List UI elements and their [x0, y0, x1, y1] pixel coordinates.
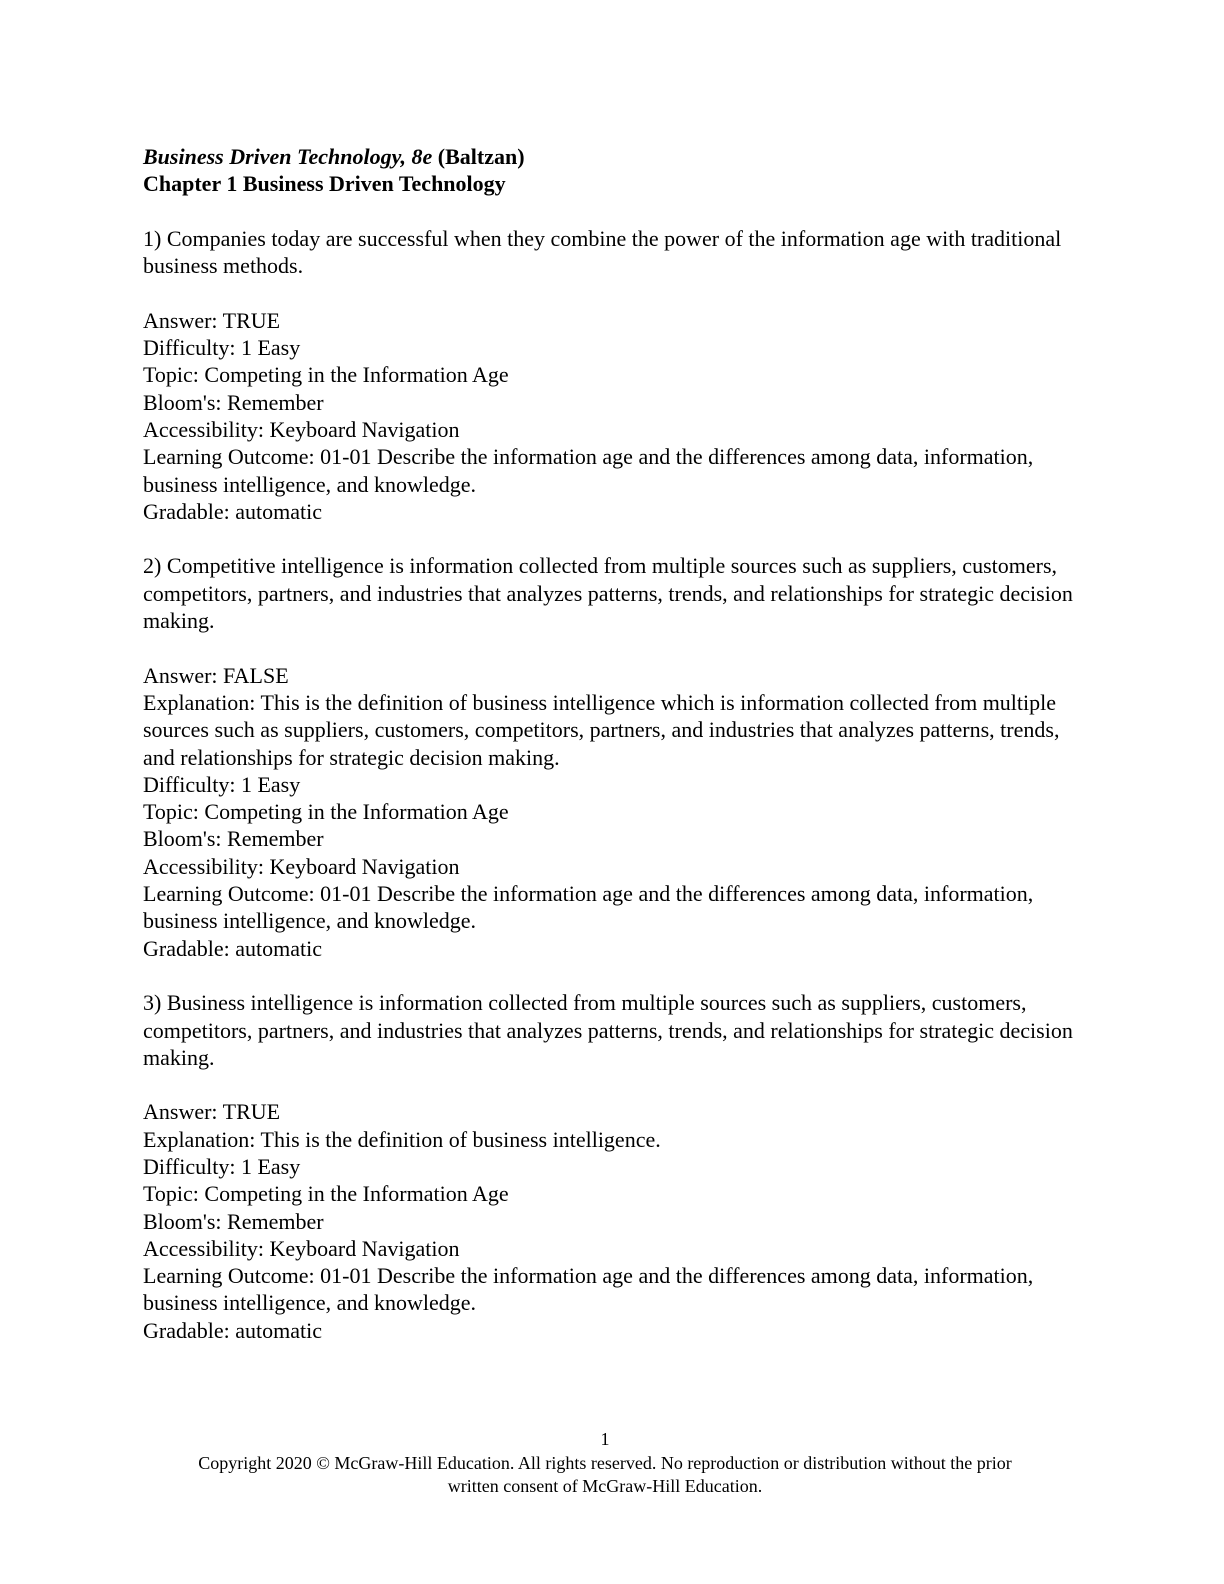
question-accessibility: Accessibility: Keyboard Navigation	[143, 853, 460, 879]
copyright-notice	[0, 1452, 1210, 1498]
question-text: 3) Business intelligence is information collected from multiple sources such as suppliers, customers, competitors, partners, and industries that analyzes patterns, trends, and relationships for strategic decision making.	[143, 990, 1073, 1070]
question-gradable: Gradable: automatic	[143, 935, 322, 961]
question-gradable: Gradable: automatic	[143, 498, 322, 524]
book-title: Business Driven Technology, 8e	[143, 144, 433, 169]
question-answer: Answer: TRUE	[143, 307, 281, 333]
document-body	[143, 143, 1083, 1344]
question-answer: Answer: FALSE	[143, 662, 289, 688]
question-block-2	[143, 552, 1083, 961]
question-blooms: Bloom's: Remember	[143, 1208, 324, 1234]
question-accessibility: Accessibility: Keyboard Navigation	[143, 1235, 460, 1261]
copyright-line-2: written consent of McGraw-Hill Education.	[447, 1476, 763, 1496]
book-title-line	[143, 143, 1083, 170]
question-difficulty: Difficulty: 1 Easy	[143, 335, 301, 361]
question-explanation: Explanation: This is the definition of business intelligence which is information collected from multiple sources such as suppliers, customers, competitors, partners, and industries that analyzes patterns, trends, and relationships for strategic decision making.	[143, 689, 1060, 770]
question-learning-outcome: Learning Outcome: 01-01 Describe the information age and the differences among data, information, business intelligence, and knowledge.	[143, 1263, 1034, 1316]
question-answer: Answer: TRUE	[143, 1099, 281, 1125]
question-difficulty: Difficulty: 1 Easy	[143, 1153, 301, 1179]
question-blooms: Bloom's: Remember	[143, 826, 324, 852]
question-topic: Topic: Competing in the Information Age	[143, 1181, 509, 1207]
question-topic: Topic: Competing in the Information Age	[143, 799, 509, 825]
question-blooms: Bloom's: Remember	[143, 389, 324, 415]
question-block-3	[143, 989, 1083, 1344]
question-explanation: Explanation: This is the definition of business intelligence.	[143, 1126, 661, 1152]
question-difficulty: Difficulty: 1 Easy	[143, 771, 301, 797]
question-text: 1) Companies today are successful when they combine the power of the information age with traditional business methods.	[143, 225, 1062, 279]
copyright-line-1: Copyright 2020 © McGraw-Hill Education. All rights reserved. No reproduction or distribution without the prior	[198, 1453, 1012, 1473]
page-number: 1	[600, 1429, 610, 1449]
question-gradable: Gradable: automatic	[143, 1317, 322, 1343]
question-topic: Topic: Competing in the Information Age	[143, 362, 509, 388]
question-accessibility: Accessibility: Keyboard Navigation	[143, 416, 460, 442]
question-block-1	[143, 225, 1083, 525]
question-learning-outcome: Learning Outcome: 01-01 Describe the information age and the differences among data, information, business intelligence, and knowledge.	[143, 444, 1034, 497]
chapter-title: Chapter 1 Business Driven Technology	[143, 171, 506, 197]
question-learning-outcome: Learning Outcome: 01-01 Describe the information age and the differences among data, information, business intelligence, and knowledge.	[143, 881, 1034, 934]
question-text: 2) Competitive intelligence is information collected from multiple sources such as suppliers, customers, competitors, partners, and industries that analyzes patterns, trends, and relationships for strategic decision making.	[143, 553, 1073, 634]
book-author: (Baltzan)	[437, 144, 525, 169]
